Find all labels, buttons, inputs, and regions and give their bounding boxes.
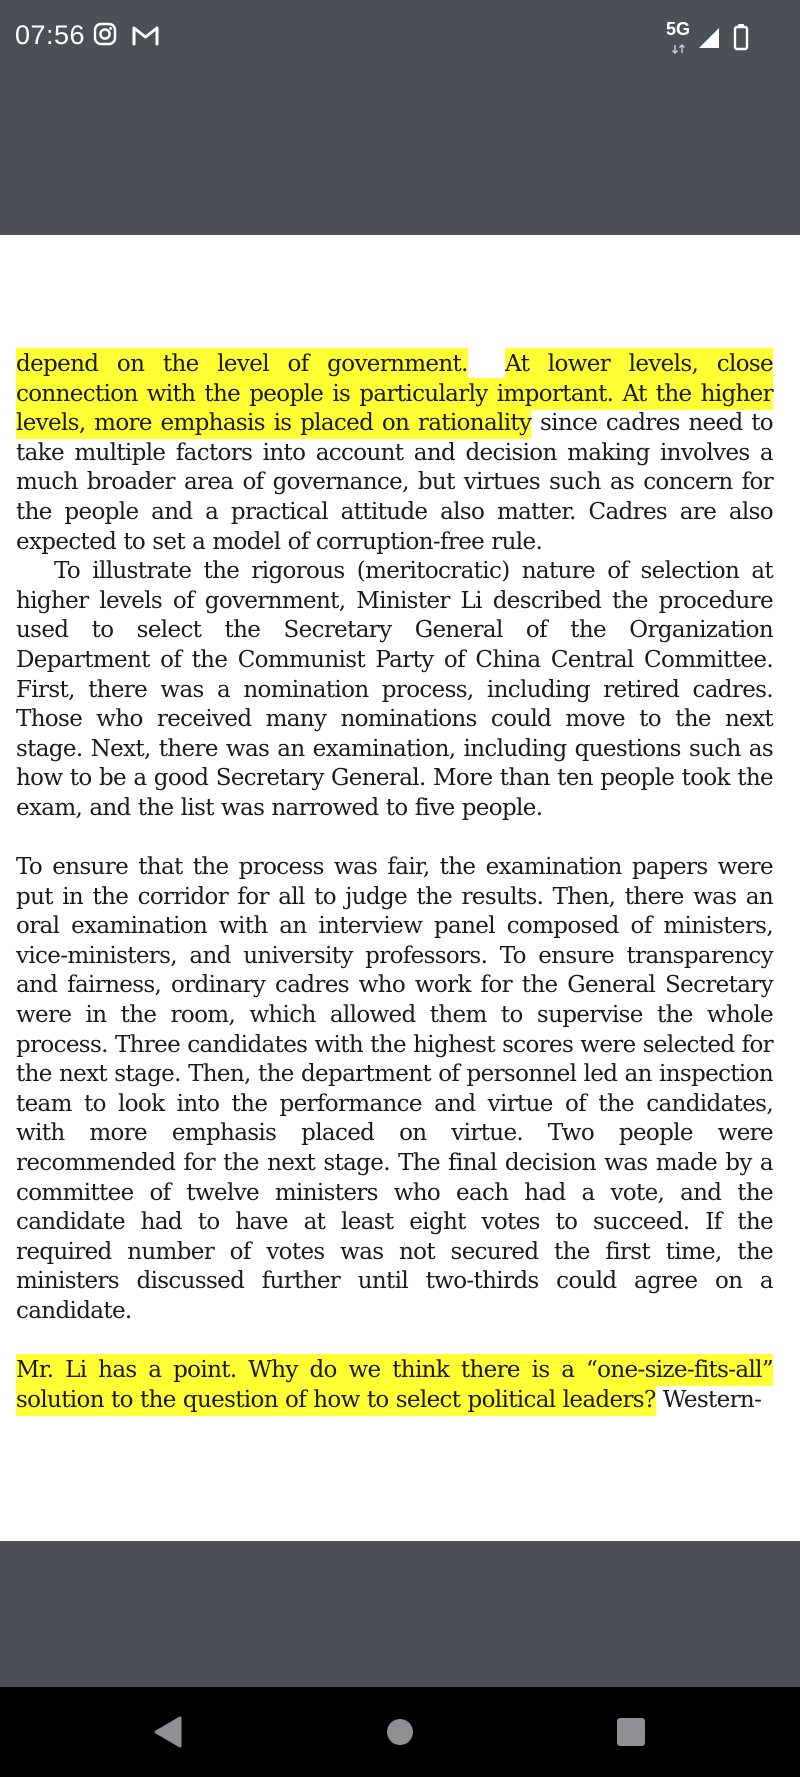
paragraph-1[interactable] bbox=[16, 350, 773, 557]
battery-icon bbox=[733, 23, 749, 55]
gmail-icon bbox=[131, 24, 160, 50]
paragraph-4[interactable] bbox=[16, 1356, 773, 1415]
paragraph-1-rest: since cadres need to take multiple factors into account and decision making involves a much broader area of governance, but virtues such as concern for the people and a practical attitude also matter. Cadres are also expected to set a model of corruption-free rule. bbox=[16, 410, 773, 555]
signal-icon bbox=[697, 26, 721, 54]
home-icon bbox=[380, 1712, 420, 1752]
navigation-bar bbox=[0, 1687, 800, 1777]
instagram-icon bbox=[93, 22, 117, 50]
recents-button[interactable] bbox=[612, 1712, 652, 1752]
status-bar bbox=[0, 0, 800, 76]
highlight-1[interactable]: depend on the level of government. bbox=[16, 348, 468, 380]
page-text[interactable] bbox=[16, 350, 773, 1415]
paragraph-4-rest: Western- bbox=[655, 1386, 762, 1413]
data-arrows-icon bbox=[671, 39, 687, 58]
back-button[interactable] bbox=[148, 1712, 188, 1752]
network-type: 5G bbox=[666, 19, 691, 39]
paragraph-2: To illustrate the rigorous (meritocratic) nature of selection at higher levels of government, Minister Li described the procedure used to select the Secretary General of the Organization Department of the Communist Party of China Central Committee. First, there was a nomination process, including retired cadres. Those who received many nominations could move to the next stage. Next, there was an examination, including questions such as how to be a good Secretary General. More than ten people took the exam, and the list was narrowed to five people. bbox=[16, 558, 773, 821]
status-time: 07:56 bbox=[15, 20, 86, 50]
home-button[interactable] bbox=[380, 1712, 420, 1752]
book-page[interactable] bbox=[0, 235, 800, 1541]
highlight-3[interactable]: Mr. Li has a point. Why do we think there is a “one-size-fits-all” solution to the question of how to select political leaders? bbox=[16, 1354, 773, 1416]
paragraph-3: To ensure that the process was fair, the examination papers were put in the corridor for all to judge the results. Then, there was an oral examination with an interview panel composed of ministers, vice-ministers, and university professors. To ensure transparency and fairness, ordinary cadres who work for the General Secretary were in the room, which allowed them to supervise the whole process. Three candidates with the highest scores were selected for the next stage. Then, the department of personnel led an inspection team to look into the performance and virtue of the candidates, with more emphasis placed on virtue. Two people were recommended for the next stage. The final decision was made by a committee of twelve ministers who each had a vote, and the candidate had to have at least eight votes to succeed. If the required number of votes was not secured the first time, the ministers discussed further until two-thirds could agree on a candidate. bbox=[16, 854, 773, 1324]
recents-icon bbox=[612, 1712, 652, 1752]
back-icon bbox=[148, 1712, 188, 1752]
highlight-2[interactable]: At lower levels, close connection with the people is particularly important. At the higher levels, more emphasis is placed on rationality bbox=[16, 348, 773, 439]
reader-bottom-area bbox=[0, 1541, 800, 1687]
